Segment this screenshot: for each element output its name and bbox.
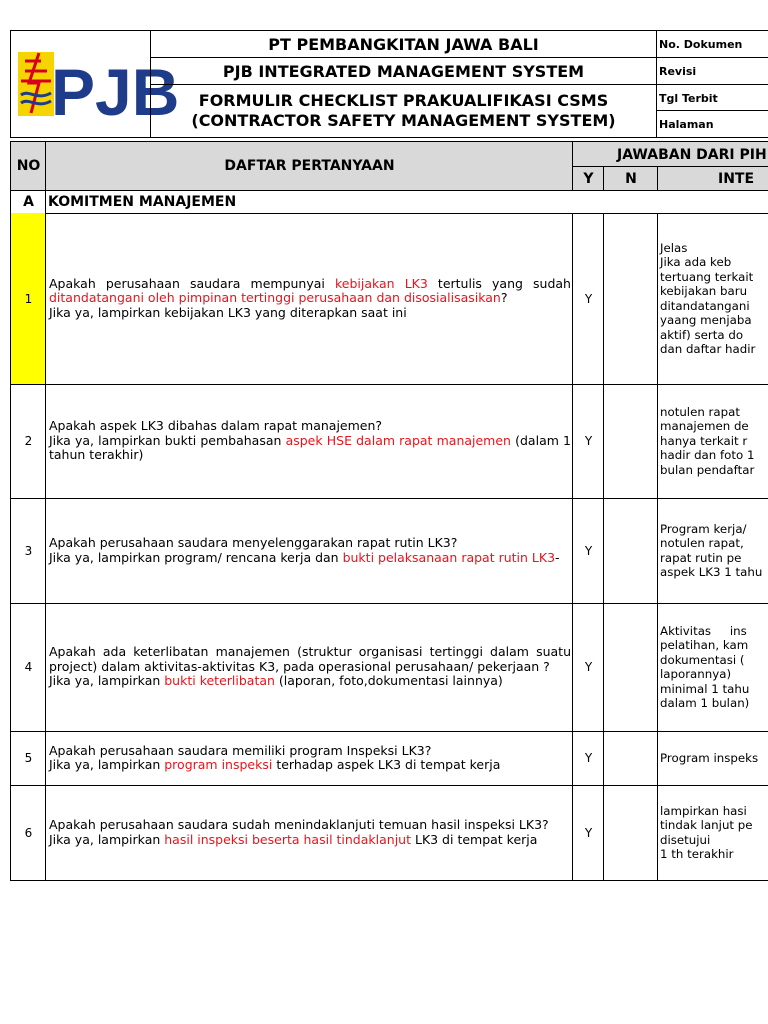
logo-wordmark: PJB: [51, 55, 180, 129]
row-number: 4: [10, 603, 46, 732]
question-text: [45, 213, 573, 385]
question-fragment: Jika ya, lampirkan: [49, 831, 165, 847]
col-header-no: NO: [10, 141, 46, 191]
meta-page: Halaman: [656, 110, 768, 138]
required-evidence-text: bukti keterlibatan: [164, 673, 275, 689]
logo-cell: [10, 30, 180, 138]
section-title: KOMITMEN MANAJEMEN: [45, 190, 768, 214]
required-evidence-text: hasil inspeksi beserta hasil tindaklanjut: [164, 831, 411, 847]
required-evidence-text: program inspeksi: [164, 757, 273, 772]
question-text: [45, 731, 573, 786]
question-fragment: Jika ya, lampirkan kebijakan LK3 yang diterapkan saat ini: [49, 304, 407, 320]
meta-doc-number: No. Dokumen: [656, 30, 768, 58]
answer-no: [603, 731, 658, 786]
section-code: A: [10, 190, 46, 214]
company-name: PT PEMBANGKITAN JAWA BALI: [150, 30, 657, 58]
question-fragment: Apakah aspek LK3 dibahas dalam rapat manajemen?: [49, 418, 383, 434]
interpretation-text: Program inspeks: [657, 731, 768, 786]
question-paragraph: [49, 744, 500, 773]
question-text: [45, 498, 573, 604]
answer-no: [603, 498, 658, 604]
form-title-line2: (CONTRACTOR SAFETY MANAGEMENT SYSTEM): [191, 111, 616, 130]
question-paragraph: [49, 277, 571, 321]
meta-revision: Revisi: [656, 57, 768, 85]
col-header-y: Y: [572, 166, 604, 191]
question-fragment: Apakah perusahaan saudara menyelenggarakan rapat rutin LK3?: [49, 535, 458, 550]
interpretation-text: Program kerja/ notulen rapat, rapat rutin pe aspek LK3 1 tahu: [657, 498, 768, 604]
pjb-logo: [11, 31, 180, 137]
question-text: [45, 384, 573, 499]
meta-issue-date: Tgl Terbit: [656, 84, 768, 111]
interpretation-text: lampirkan hasi tindak lanjut pe disetujui 1 th terakhir: [657, 785, 768, 881]
interpretation-text: Aktivitas ins pelatihan, kam dokumentasi ( laporannya) minimal 1 tahu dalam 1 bulan): [657, 603, 768, 732]
question-fragment: Apakah perusahaan saudara mempunyai: [49, 275, 335, 291]
answer-yes: Y: [572, 498, 604, 604]
row-number: 5: [10, 731, 46, 786]
question-fragment: Jika ya, lampirkan program/ rencana kerja dan: [49, 549, 343, 565]
question-paragraph: [49, 818, 549, 847]
answer-no: [603, 384, 658, 499]
interpretation-text: Jelas Jika ada keb tertuang terkait kebijakan baru ditandatangani yaang menjaba aktif) serta do dan daftar hadir: [657, 213, 768, 385]
answer-yes: Y: [572, 785, 604, 881]
row-number: 1: [10, 213, 46, 385]
answer-no: [603, 785, 658, 881]
col-header-question: DAFTAR PERTANYAAN: [45, 141, 573, 191]
row-number: 3: [10, 498, 46, 604]
question-fragment: Apakah perusahaan saudara memiliki program Inspeksi LK3?: [49, 742, 432, 758]
col-header-n: N: [603, 166, 658, 191]
form-title-line1: FORMULIR CHECKLIST PRAKUALIFIKASI CSMS: [198, 91, 609, 110]
question-fragment: LK3 di tempat kerja: [411, 831, 538, 847]
answer-yes: Y: [572, 603, 604, 732]
system-name: PJB INTEGRATED MANAGEMENT SYSTEM: [150, 57, 657, 85]
answer-yes: Y: [572, 731, 604, 786]
question-paragraph: [49, 536, 560, 565]
row-number: 2: [10, 384, 46, 499]
form-title: [150, 84, 657, 138]
required-evidence-text: bukti pelaksanaan rapat rutin LK3: [342, 549, 556, 565]
question-fragment: Jika ya, lampirkan bukti pembahasan: [49, 432, 286, 448]
row-number: 6: [10, 785, 46, 881]
required-evidence-text: kebijakan LK3: [334, 275, 428, 291]
answer-yes: Y: [572, 384, 604, 499]
question-paragraph: [49, 419, 571, 463]
answer-yes: Y: [572, 213, 604, 385]
question-fragment: (laporan, foto,dokumentasi lainnya): [274, 673, 503, 689]
question-fragment: (dalam 1 tahun terakhir): [49, 432, 571, 463]
question-paragraph: [49, 645, 571, 689]
answer-no: [603, 213, 658, 385]
question-fragment: Apakah ada keterlibatan manajemen (struktur organisasi tertinggi dalam suatu project) dalam aktivitas-aktivitas K3, pada operasional perusahaan/ pekerjaan ?: [49, 644, 571, 674]
question-fragment: terhadap aspek LK3 di tempat kerja: [272, 757, 501, 772]
question-text: [45, 603, 573, 732]
question-fragment: ?: [500, 290, 508, 306]
required-evidence-text: aspek HSE dalam rapat manajemen: [285, 432, 511, 448]
question-fragment: tertulis yang sudah: [427, 275, 571, 291]
question-fragment: Apakah perusahaan saudara sudah menindaklanjuti temuan hasil inspeksi LK3?: [49, 817, 549, 832]
required-evidence-text: ditandatangani oleh pimpinan tertinggi perusahaan dan disosialisasikan: [49, 290, 501, 306]
question-text: [45, 785, 573, 881]
answer-no: [603, 603, 658, 732]
interpretation-text: notulen rapat manajemen de hanya terkait r hadir dan foto 1 bulan pendaftar: [657, 384, 768, 499]
question-fragment: -: [555, 549, 560, 565]
question-fragment: Jika ya, lampirkan: [49, 757, 165, 772]
question-fragment: Jika ya, lampirkan: [49, 673, 165, 689]
col-header-interpretation: INTE: [657, 166, 768, 191]
col-header-answer-group: JAWABAN DARI PIH: [572, 141, 768, 167]
